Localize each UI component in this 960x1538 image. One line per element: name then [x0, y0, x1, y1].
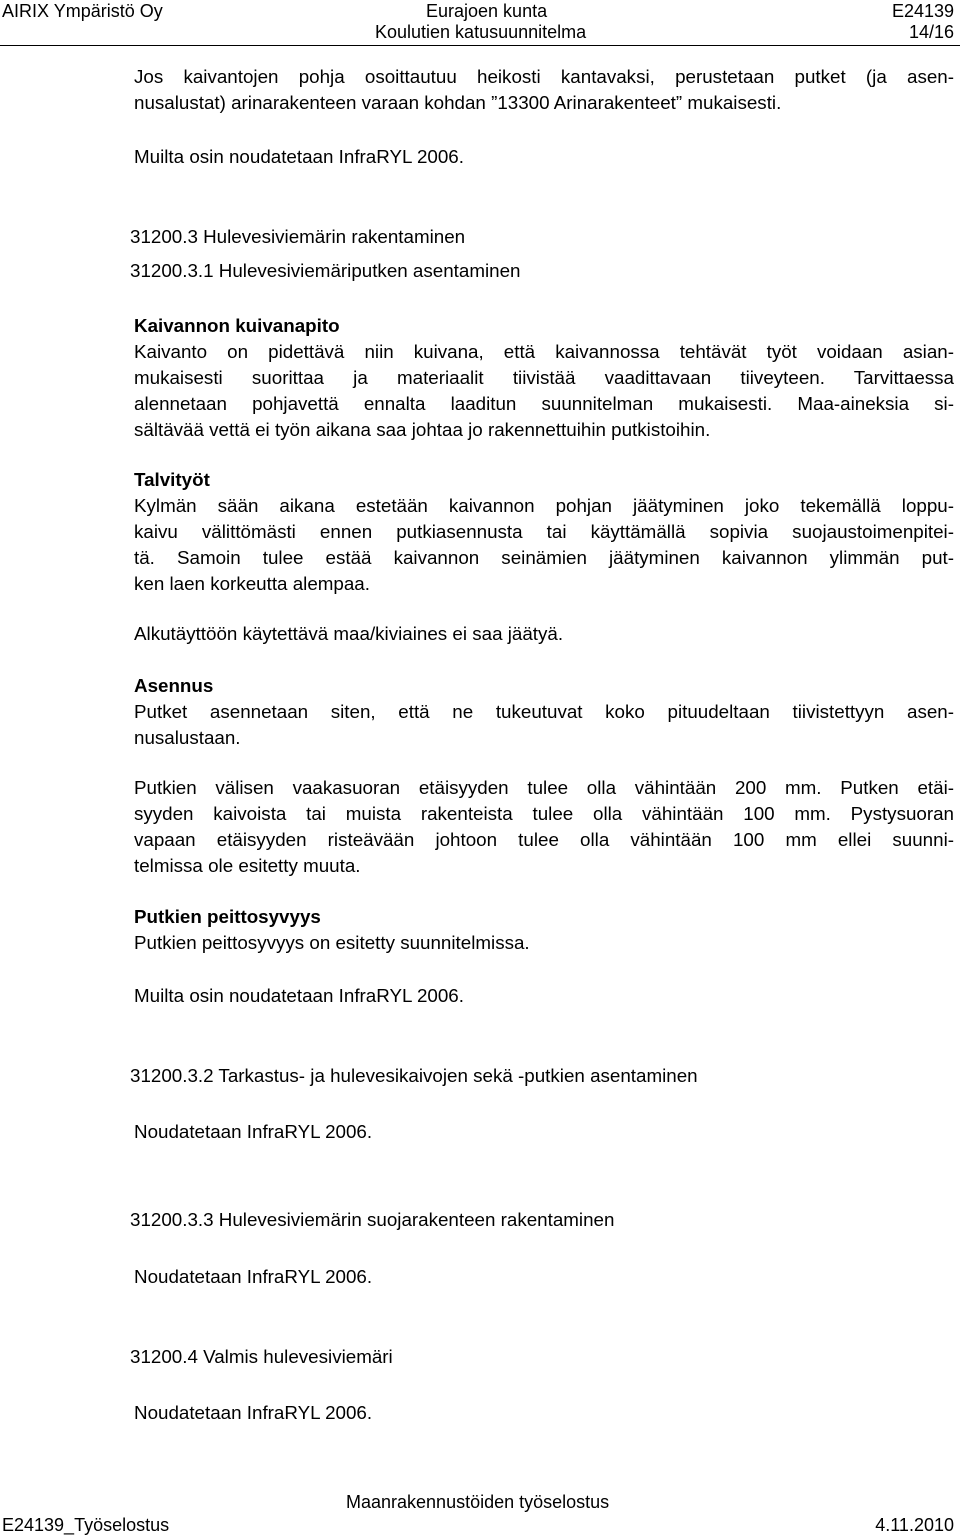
- section-31200-3-3-text: Noudatetaan InfraRYL 2006.: [134, 1266, 373, 1287]
- text-line: Putkien välisen vaakasuoran etäisyyden tulee olla vähintään 200 mm. Putken etäi-: [134, 777, 954, 798]
- text-line: Kaivanto on pidettävä niin kuivana, että kaivannossa tehtävät työt voidaan asian-: [134, 341, 954, 362]
- section-31200-3-3-heading: 31200.3.3 Hulevesiviemärin suojarakenteen rakentaminen: [130, 1209, 615, 1230]
- text-line: Kylmän sään aikana estetään kaivannon pohjan jäätyminen joko tekemällä loppu-: [134, 495, 954, 516]
- section-31200-3-heading: 31200.3 Hulevesiviemärin rakentaminen: [130, 226, 466, 247]
- peittosyvyys-heading: Putkien peittosyvyys: [134, 906, 321, 927]
- header-page-number: 14/16: [908, 22, 954, 42]
- talvityot-note: Alkutäyttöön käytettävä maa/kiviaines ei saa jäätyä.: [134, 623, 564, 644]
- peittosyvyys-other-text: Muilta osin noudatetaan InfraRYL 2006.: [134, 985, 464, 1006]
- text-line: Putket asennetaan siten, että ne tukeutuvat koko pituudeltaan tiivistettyyn asen-: [134, 701, 954, 722]
- text-line: kaivu välittömästi ennen putkiasennusta tai käyttämällä sopivia suojaustoimenpitei-: [134, 521, 954, 542]
- header-company: AIRIX Ympäristö Oy: [2, 1, 163, 21]
- section-31200-3-2-heading: 31200.3.2 Tarkastus- ja hulevesikaivojen sekä -putkien asentaminen: [130, 1065, 698, 1086]
- talvityot-heading: Talvityöt: [134, 469, 210, 490]
- section-31200-4-text: Noudatetaan InfraRYL 2006.: [134, 1402, 373, 1423]
- peittosyvyys-text: Putkien peittosyvyys on esitetty suunnitelmissa.: [134, 932, 530, 953]
- footer-file-name: E24139_Työselostus: [2, 1515, 170, 1535]
- asennus-paragraph-1: [134, 699, 954, 751]
- header-client: Eurajoen kunta: [426, 1, 548, 21]
- text-line: mukaisesti suorittaa ja materiaalit tiivistää vaadittavaan tiiveyteen. Tarvittaessa: [134, 367, 954, 388]
- footer-date: 4.11.2010: [875, 1515, 954, 1535]
- header-doc-title: Koulutien katusuunnitelma: [375, 22, 587, 42]
- asennus-paragraph-2: [134, 775, 954, 879]
- text-line: alennetaan pohjavettä ennalta laaditun suunnitelman mukaisesti. Maa-aineksia si-: [134, 393, 954, 414]
- section-31200-4-heading: 31200.4 Valmis hulevesiviemäri: [130, 1346, 393, 1367]
- text-line: Jos kaivantojen pohja osoittautuu heikosti kantavaksi, perustetaan putket (ja asen-: [134, 66, 954, 87]
- text-line: sältävää vettä ei työn aikana saa johtaa jo rakennettuihin putkistoihin.: [134, 419, 711, 440]
- intro-paragraph: [134, 64, 954, 116]
- text-line: nusalustaan.: [134, 727, 241, 748]
- text-line: syyden kaivoista tai muista rakenteista tulee olla vähintään 100 mm. Pystysuoran: [134, 803, 954, 824]
- text-line: tä. Samoin tulee estää kaivannon seinämien jäätyminen kaivannon ylimmän put-: [134, 547, 954, 568]
- header-project-code: E24139: [891, 1, 954, 21]
- section-31200-3-1-heading: 31200.3.1 Hulevesiviemäriputken asentaminen: [130, 260, 521, 281]
- talvityot-paragraph: [134, 493, 954, 597]
- asennus-heading: Asennus: [134, 675, 214, 696]
- text-line: nusalustat) arinarakenteen varaan kohdan ”13300 Arinarakenteet” mukaisesti.: [134, 92, 782, 113]
- header-rule: [0, 45, 960, 46]
- text-line: ken laen korkeutta alempaa.: [134, 573, 370, 594]
- intro-other-text: Muilta osin noudatetaan InfraRYL 2006.: [134, 146, 464, 167]
- text-line: telmissa ole esitetty muuta.: [134, 855, 361, 876]
- kuivanapito-paragraph: [134, 339, 954, 443]
- text-line: vapaan etäisyyden risteävään johtoon tulee olla vähintään 100 mm ellei suunni-: [134, 829, 954, 850]
- footer-doc-name: Maanrakennustöiden työselostus: [346, 1492, 610, 1512]
- section-31200-3-2-text: Noudatetaan InfraRYL 2006.: [134, 1121, 373, 1142]
- kuivanapito-heading: Kaivannon kuivanapito: [134, 315, 340, 336]
